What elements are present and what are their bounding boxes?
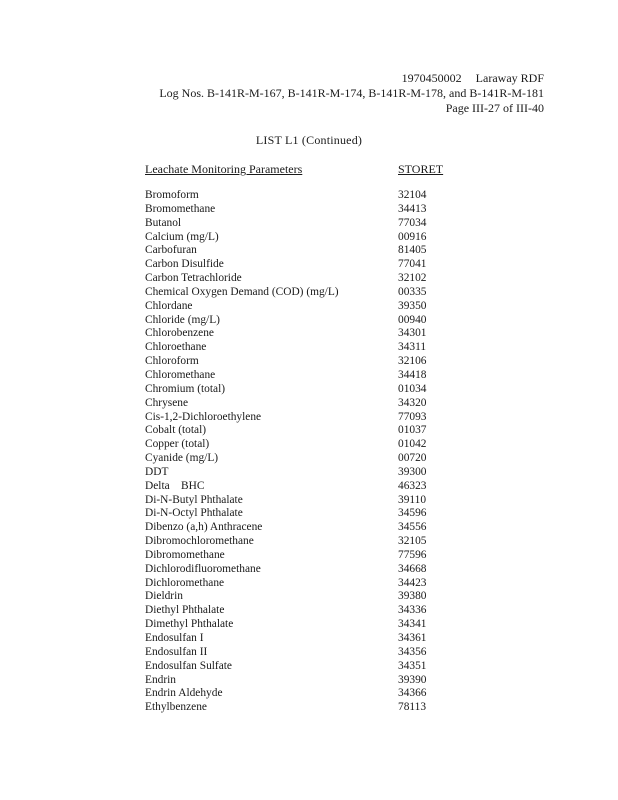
storet-code: 78113: [398, 701, 427, 714]
parameter-name: Calcium (mg/L): [145, 230, 219, 243]
parameter-name: Chloride (mg/L): [145, 313, 220, 326]
table-row: [145, 203, 465, 217]
column-header-parameter: Leachate Monitoring Parameters: [145, 162, 303, 176]
storet-code: 34336: [398, 604, 427, 617]
parameter-name: Endosulfan I: [145, 632, 204, 644]
table-body: [145, 189, 465, 715]
parameter-name: Cobalt (total): [145, 424, 207, 437]
parameter-name: Endrin: [145, 673, 177, 686]
table-row: [145, 397, 465, 411]
parameter-name: Chrysene: [145, 396, 189, 409]
parameter-name: Chromium (total): [145, 382, 226, 395]
storet-code: 34356: [398, 645, 427, 658]
parameter-name: Cis-1,2-Dichloroethylene: [145, 410, 262, 423]
parameters-table: [145, 162, 465, 714]
storet-code: 34556: [398, 521, 427, 534]
table-row: [145, 438, 465, 452]
storet-code: 77093: [398, 410, 427, 423]
table-row: [145, 189, 465, 203]
table-row: [145, 452, 465, 466]
parameter-name: DDT: [145, 465, 169, 478]
storet-code: 34351: [398, 659, 427, 672]
parameter-name: Dibromochloromethane: [145, 535, 254, 548]
storet-code: 00335: [398, 285, 427, 298]
table-row: [145, 300, 465, 314]
parameter-name: Dichlorodifluoromethane: [145, 562, 261, 575]
table-row: [145, 687, 465, 701]
storet-code: 81405: [398, 244, 427, 257]
storet-code: 34596: [398, 507, 427, 520]
parameter-name: Dieldrin: [145, 590, 183, 603]
table-row: [145, 674, 465, 688]
parameter-name: Endosulfan Sulfate: [145, 659, 232, 672]
doc-id-line: [159, 71, 544, 86]
parameter-name: Bromomethane: [145, 202, 216, 215]
storet-code: 34301: [398, 327, 427, 340]
table-row: [145, 341, 465, 355]
parameter-name: Dibenzo (a,h) Anthracene: [145, 521, 263, 534]
storet-code: 34311: [398, 341, 427, 354]
page-reference: Page III-27 of III-40: [445, 101, 544, 115]
storet-code: 77596: [398, 548, 427, 561]
table-row: [145, 604, 465, 618]
storet-code: 39390: [398, 673, 427, 686]
table-row: [145, 660, 465, 674]
column-headers: [145, 162, 465, 176]
parameter-name: Ethylbenzene: [145, 701, 207, 714]
parameter-name: Chlorobenzene: [145, 327, 214, 340]
parameter-name: Chloromethane: [145, 368, 216, 381]
list-title: LIST L1 (Continued): [255, 133, 363, 147]
storet-code: 46323: [398, 479, 427, 492]
column-header-storet: STORET: [398, 162, 444, 176]
table-row: [145, 590, 465, 604]
table-row: [145, 521, 465, 535]
table-row: [145, 632, 465, 646]
storet-code: 34423: [398, 576, 427, 589]
storet-code: 34418: [398, 368, 427, 381]
table-row: [145, 507, 465, 521]
table-row: [145, 355, 465, 369]
table-row: [145, 272, 465, 286]
table-row: [145, 494, 465, 508]
storet-code: 34361: [398, 632, 427, 644]
table-row: [145, 383, 465, 397]
table-row: [145, 535, 465, 549]
parameter-name: Butanol: [145, 216, 182, 229]
table-row: [145, 369, 465, 383]
parameter-name: Di-N-Octyl Phthalate: [145, 507, 243, 520]
parameter-name: Di-N-Butyl Phthalate: [145, 493, 243, 506]
storet-code: 39110: [398, 493, 427, 506]
table-row: [145, 411, 465, 425]
parameter-name: Dimethyl Phthalate: [145, 618, 234, 631]
table-row: [145, 480, 465, 494]
storet-code: 34341: [398, 618, 427, 631]
parameter-name: Carbofuran: [145, 244, 197, 257]
storet-code: 34320: [398, 396, 427, 409]
storet-code: 39300: [398, 465, 427, 478]
table-row: [145, 286, 465, 300]
storet-code: 32106: [398, 355, 427, 368]
parameter-name: Chloroform: [145, 355, 199, 368]
storet-code: 01037: [398, 424, 427, 437]
table-row: [145, 217, 465, 231]
table-row: [145, 231, 465, 245]
storet-code: 77034: [398, 216, 427, 229]
storet-code: 00720: [398, 452, 427, 465]
doc-number: 1970450002: [401, 71, 462, 85]
table-row: [145, 701, 465, 715]
log-numbers: Log Nos. B-141R-M-167, B-141R-M-174, B-141R-M-178, and B-141R-M-181: [159, 86, 544, 100]
parameter-name: Diethyl Phthalate: [145, 604, 225, 617]
storet-code: 34668: [398, 562, 427, 575]
parameter-name: Delta BHC: [145, 479, 205, 492]
storet-code: 32102: [398, 272, 427, 285]
table-row: [145, 244, 465, 258]
table-row: [145, 563, 465, 577]
page-header: [159, 71, 544, 116]
table-row: [145, 466, 465, 480]
parameter-name: Endrin Aldehyde: [145, 687, 223, 700]
storet-code: 77041: [398, 258, 427, 271]
storet-code: 00940: [398, 313, 427, 326]
storet-code: 00916: [398, 230, 427, 243]
table-row: [145, 327, 465, 341]
site-name: Laraway RDF: [475, 71, 544, 85]
parameter-name: Carbon Tetrachloride: [145, 272, 242, 285]
table-row: [145, 258, 465, 272]
parameter-name: Chloroethane: [145, 341, 207, 354]
parameter-name: Cyanide (mg/L): [145, 452, 219, 465]
storet-code: 01034: [398, 382, 427, 395]
parameter-name: Copper (total): [145, 438, 210, 451]
parameter-name: Chemical Oxygen Demand (COD) (mg/L): [145, 285, 339, 298]
storet-code: 39380: [398, 590, 427, 603]
storet-code: 34366: [398, 687, 427, 700]
table-row: [145, 549, 465, 563]
parameter-name: Dichloromethane: [145, 576, 225, 589]
table-row: [145, 424, 465, 438]
table-row: [145, 646, 465, 660]
parameter-name: Chlordane: [145, 299, 193, 312]
storet-code: 32105: [398, 535, 427, 548]
storet-code: 34413: [398, 202, 427, 215]
parameter-name: Bromoform: [145, 189, 199, 201]
storet-code: 39350: [398, 299, 427, 312]
parameter-name: Dibromomethane: [145, 548, 225, 561]
table-row: [145, 618, 465, 632]
storet-code: 32104: [398, 189, 427, 201]
table-row: [145, 314, 465, 328]
table-row: [145, 577, 465, 591]
parameter-name: Endosulfan II: [145, 645, 208, 658]
storet-code: 01042: [398, 438, 427, 451]
parameter-name: Carbon Disulfide: [145, 258, 224, 271]
